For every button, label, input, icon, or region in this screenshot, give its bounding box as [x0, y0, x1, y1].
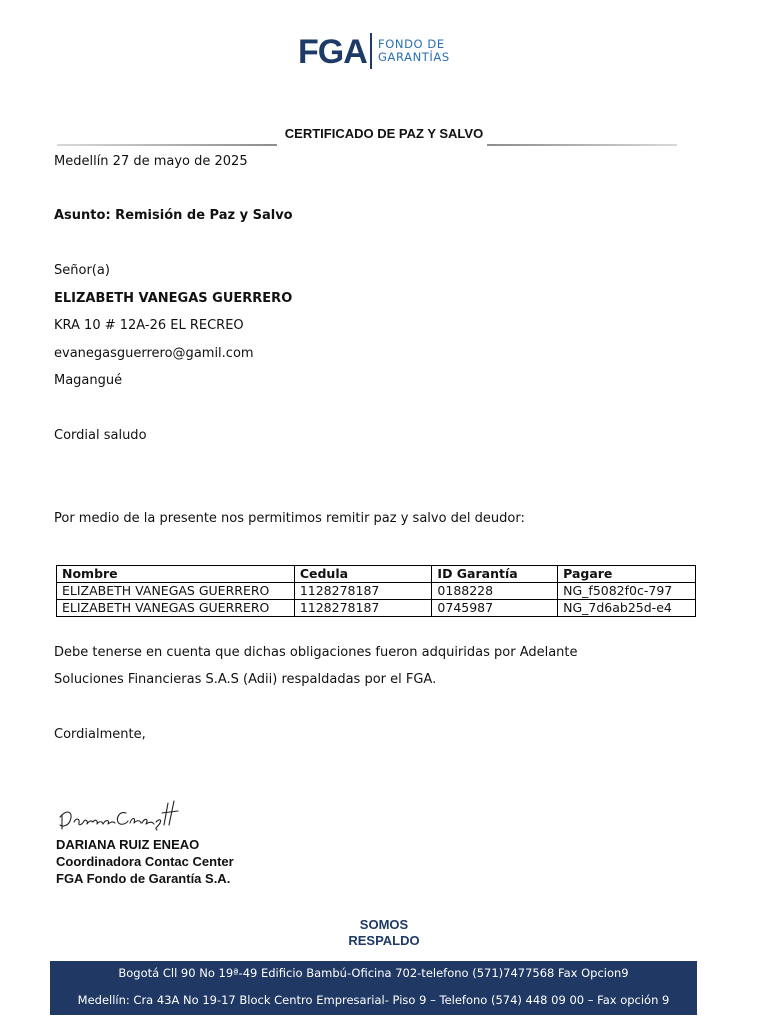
cell-id-garantia: 0745987	[432, 600, 558, 617]
recipient-email: evanegasguerrero@gamil.com	[54, 346, 254, 361]
recipient-address: KRA 10 # 12A-26 EL RECREO	[54, 318, 244, 333]
cell-cedula: 1128278187	[294, 583, 432, 600]
col-header-nombre: Nombre	[57, 566, 295, 583]
footer-bar	[50, 961, 697, 1015]
fga-logo	[298, 30, 478, 70]
signer-name: DARIANA RUIZ ENEAO	[56, 837, 200, 852]
slogan-line-2: RESPALDO	[348, 933, 420, 948]
title-rule-right	[487, 144, 677, 146]
recipient-name: ELIZABETH VANEGAS GUERRERO	[54, 291, 293, 306]
col-header-cedula: Cedula	[294, 566, 432, 583]
slogan-line-1: SOMOS	[359, 917, 409, 932]
closing: Cordialmente,	[54, 727, 146, 742]
date-line: Medellín 27 de mayo de 2025	[54, 154, 248, 169]
cell-pagare: NG_f5082f0c-797	[558, 583, 696, 600]
table-row	[57, 583, 696, 600]
cell-pagare: NG_7d6ab25d-e4	[558, 600, 696, 617]
handwritten-signature	[56, 795, 186, 835]
col-header-pagare: Pagare	[558, 566, 696, 583]
logo-line-2: GARANTÍAS	[378, 50, 450, 64]
cell-nombre: ELIZABETH VANEGAS GUERRERO	[57, 583, 295, 600]
slogan	[0, 917, 768, 949]
note-line-1: Debe tenerse en cuenta que dichas obligaciones fueron adquiridas por Adelante	[54, 645, 578, 660]
logo-subtitle	[378, 38, 450, 64]
note-line-2: Soluciones Financieras S.A.S (Adii) respaldadas por el FGA.	[54, 672, 437, 687]
signer-role: Coordinadora Contac Center	[56, 854, 234, 869]
recipient-salutation: Señor(a)	[54, 263, 110, 278]
logo-divider	[370, 33, 372, 69]
cell-nombre: ELIZABETH VANEGAS GUERRERO	[57, 600, 295, 617]
table-header-row	[57, 566, 696, 583]
logo-line-1: FONDO DE	[378, 37, 445, 51]
guarantee-table	[56, 565, 696, 617]
signer-company: FGA Fondo de Garantía S.A.	[56, 871, 231, 886]
subject-line: Asunto: Remisión de Paz y Salvo	[54, 208, 293, 223]
footer-address-bogota: Bogotá Cll 90 No 19ª-49 Edificio Bambú-Oficina 702-telefono (571)7477568 Fax Opcion9	[118, 966, 629, 980]
footer-address-medellin: Medellín: Cra 43A No 19-17 Block Centro Empresarial- Piso 9 – Telefono (574) 448 09 00 – Fax opción 9	[77, 993, 670, 1007]
cell-id-garantia: 0188228	[432, 583, 558, 600]
signer-block	[56, 836, 234, 887]
cell-cedula: 1128278187	[294, 600, 432, 617]
recipient-city: Magangué	[54, 373, 123, 388]
intro-paragraph: Por medio de la presente nos permitimos remitir paz y salvo del deudor:	[54, 511, 525, 526]
table-row	[57, 600, 696, 617]
title-rule-left	[57, 144, 277, 146]
greeting: Cordial saludo	[54, 428, 147, 443]
col-header-id-garantia: ID Garantía	[432, 566, 558, 583]
document-title: CERTIFICADO DE PAZ Y SALVO	[284, 126, 484, 141]
logo-mark: FGA	[298, 33, 367, 71]
